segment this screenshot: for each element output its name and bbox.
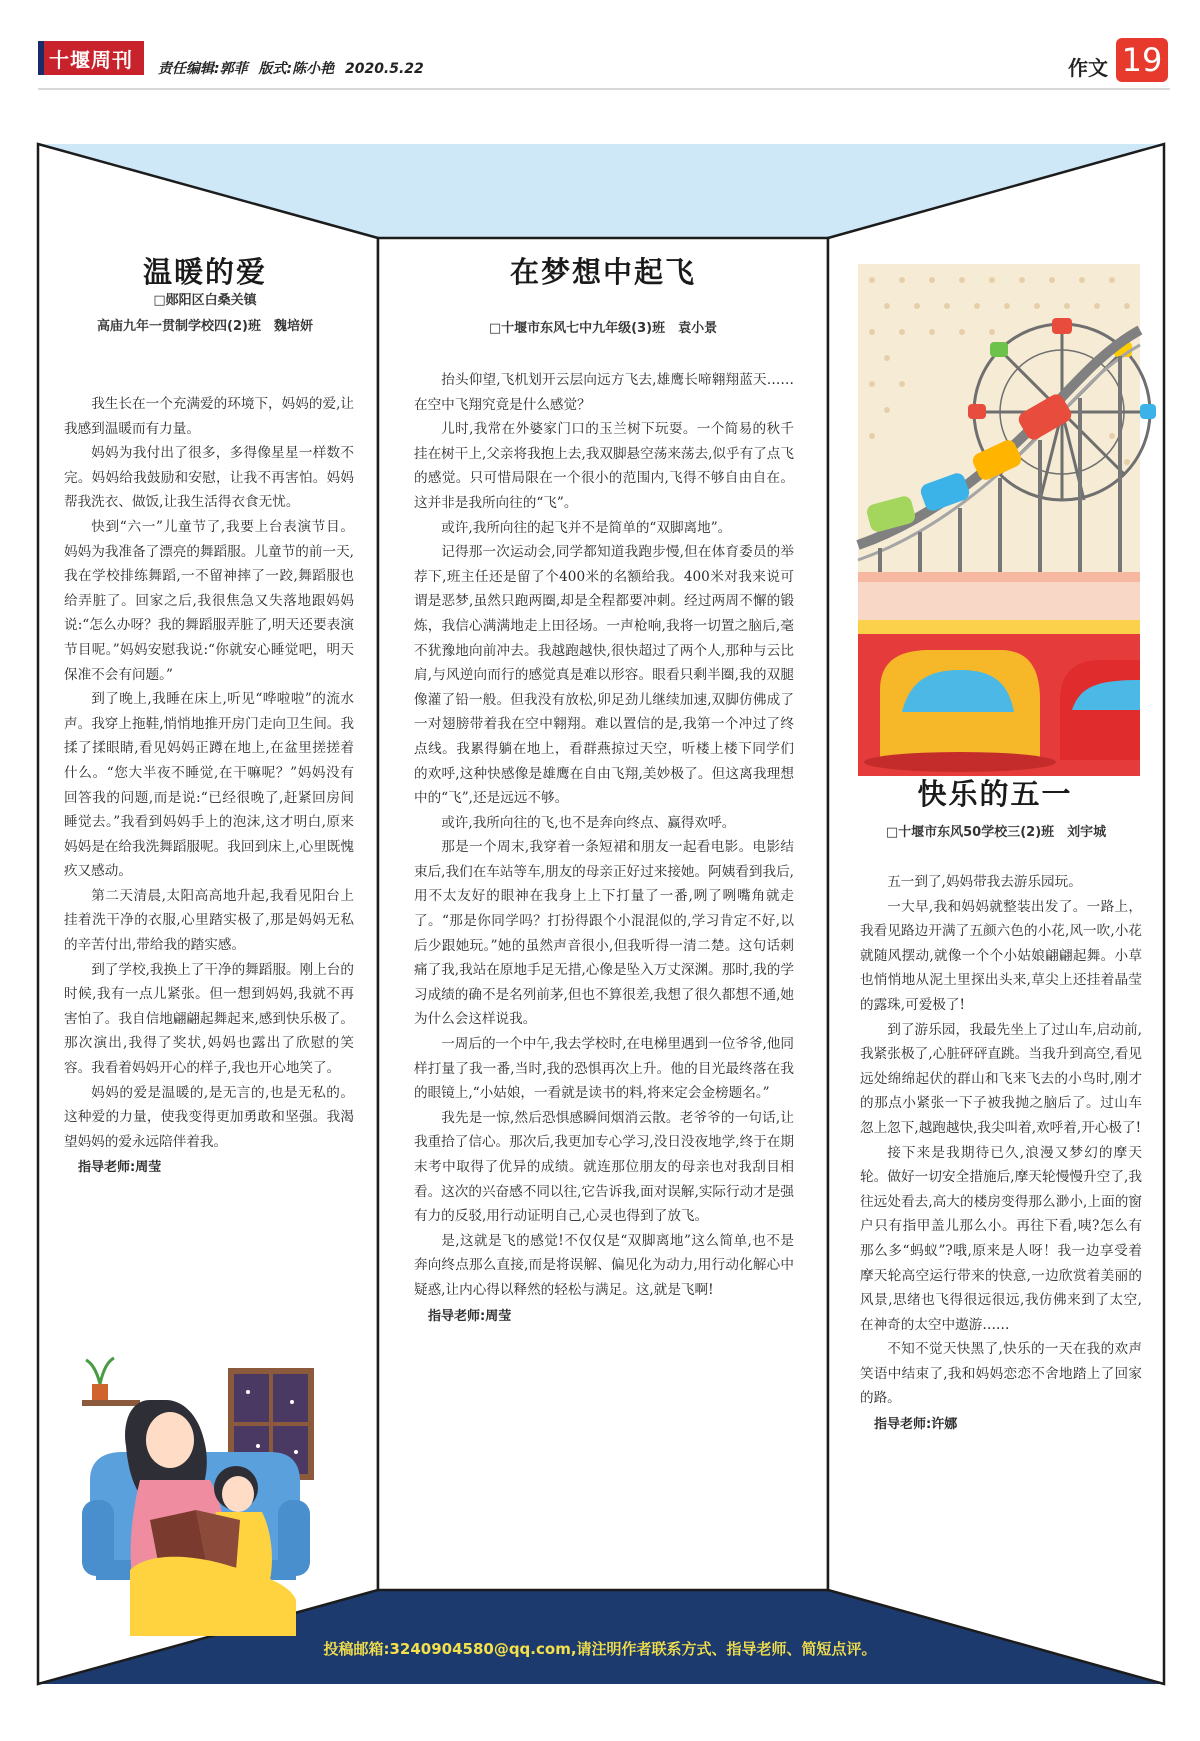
mentor-credit: 指导老师:周莹 xyxy=(428,1308,512,1324)
right-article-byline: □十堰市东风50学校三(2)班 刘宇城 xyxy=(885,825,1107,840)
middle-article-title: 在梦想中起飞 xyxy=(509,255,696,289)
issue-date: 2020.5.22 xyxy=(344,61,424,77)
left-byline-author: 高庙九年一贯制学校四(2)班 魏培妍 xyxy=(97,319,313,334)
paragraph: 妈妈为我付出了很多，多得像星星一样数不完。妈妈给我鼓励和安慰，让我不再害怕。妈妈帮我洗衣、做饭,让我生活得衣食无忧。 xyxy=(64,445,354,511)
paragraph: 第二天清晨,太阳高高地升起,我看见阳台上挂着洗干净的衣服,心里踏实极了,那是妈妈无私的辛苦付出,带给我的踏实感。 xyxy=(64,887,354,954)
paragraph: 五一到了,妈妈带我去游乐园玩。 xyxy=(887,874,1082,890)
paragraph: 到了游乐园，我最先坐上了过山车,启动前,我紧张极了,心脏砰砰直跳。当我升到高空,看见远处绵绵起伏的群山和飞来飞去的小鸟时,刚才的那点小紧张一下子被我抛之脑后了。过山车忽上忽下,越跑越快,我尖叫着,欢呼着,开心极了! xyxy=(860,1021,1142,1136)
left-article-title: 温暖的爱 xyxy=(142,255,267,289)
editor-credit: 责任编辑:郭菲 xyxy=(158,61,248,77)
mentor-credit: 指导老师:周莹 xyxy=(78,1160,162,1176)
bumper-cars xyxy=(864,650,1140,772)
paragraph: 到了学校,我换上了干净的舞蹈服。刚上台的时候,我有一点儿紧张。但一想到妈妈,我就不再害怕了。我自信地翩翩起舞起来,感到快乐极了。那次演出,我得了奖状,妈妈也露出了欣慰的笑容。我看着妈妈开心的样子,我也开心地笑了。 xyxy=(64,961,354,1077)
paragraph: 是,这就是飞的感觉!不仅仅是“双脚离地”这么简单,也不是奔向终点那么直接,而是将误解、偏见化为动力,用行动化解心中疑惑,让内心得以释然的轻松与满足。这,就是飞啊! xyxy=(414,1232,794,1298)
page-number: 19 xyxy=(1116,38,1168,82)
paragraph: 妈妈的爱是温暖的,是无言的,也是无私的。这种爱的力量，使我变得更加勇敢和坚强。我渴望妈妈的爱永远陪伴着我。 xyxy=(64,1084,354,1150)
paragraph: 抬头仰望,飞机划开云层向远方飞去,雄鹰长啼翱翔蓝天……在空中飞翔究竟是什么感觉？ xyxy=(414,372,794,413)
left-article-byline xyxy=(70,288,340,340)
paragraph: 或许,我所向往的起飞并不是简单的“双脚离地”。 xyxy=(441,519,732,536)
paragraph: 那是一个周末,我穿着一条短裙和朋友一起看电影。电影结束后,我们在车站等车,朋友的母亲正好过来接她。阿姨看到我后,用不太友好的眼神在我身上上下打量了一番,咧了咧嘴角就走了。“那是你同学吗？打扮得跟个小混混似的,学习肯定不好,以后少跟她玩。”她的虽然声音很小,但我听得一清二楚。这句话刺痛了我,我站在原地手足无措,心像是坠入万丈深渊。那时,我的学习成绩的确不是名列前茅,但也不算很差,我想了很久都想不通,她为什么会这样说我。 xyxy=(414,839,794,1028)
right-article-body xyxy=(860,870,1142,1438)
paragraph: 记得那一次运动会,同学都知道我跑步慢,但在体育委员的举荐下,班主任还是留了个400米的名额给我。400米对我来说可谓是恶梦,虽然只跑两圈,却是全程都要冲刺。经过两周不懈的锻炼，我信心满满地走上田径场。一声枪响,我将一切置之脑后,毫不犹豫地向前冲去。我越跑越快,很快超过了两个人,那种与云比肩,与风逆向而行的感觉真是难以形容。眼看只剩半圈,我的双腿像灌了铅一般。但我没有放松,卯足劲儿继续加速,双脚仿佛成了一对翅膀带着我在空中翱翔。难以置信的是,我第一个冲过了终点线。我累得躺在地上，看群燕掠过天空，听楼上楼下同学们的欢呼,这种快感像是雄鹰在自由飞翔,美妙极了。但这离我理想中的“飞”,还是远远不够。 xyxy=(414,544,794,807)
paragraph: 接下来是我期待已久,浪漫又梦幻的摩天轮。做好一切安全措施后,摩天轮慢慢升空了,我往远处看去,高大的楼房变得那么渺小,上面的窗户只有指甲盖儿那么小。再往下看,咦?怎么有那么多“蚂蚁”?哦,原来是人呀！我一边享受着摩天轮高空运行带来的快意,一边欣赏着美丽的风景,思绪也飞得很远很远,我仿佛来到了太空,在神奇的太空中遨游…… xyxy=(860,1144,1142,1333)
publication-logo: 十堰周刊 xyxy=(38,41,144,75)
paragraph: 到了晚上,我睡在床上,听见“哗啦啦”的流水声。我穿上拖鞋,悄悄地推开房门走向卫生间。我揉了揉眼睛,看见妈妈正蹲在地上,在盆里搓搓着什么。“您大半夜不睡觉,在干嘛呢？”妈妈没有回答我的问题,而是说:“已经很晚了,赶紧回房间睡觉去。”我看到妈妈手上的泡沫,这才明白,原来妈妈是在给我洗舞蹈服呢。我回到床上,心里既愧疚又感动。 xyxy=(64,691,354,880)
paragraph: 我生长在一个充满爱的环境下，妈妈的爱,让我感到温暖而有力量。 xyxy=(64,396,354,437)
middle-article-body xyxy=(414,368,794,1329)
paragraph: 一周后的一个中午,我去学校时,在电梯里遇到一位爷爷,他同样打量了我一番,当时,我的恐惧再次上升。他的目光最终落在我的眼镜上,“小姑娘，一看就是读书的料,将来定会金榜题名。” xyxy=(414,1036,794,1102)
paragraph: 快到“六一”儿童节了,我要上台表演节目。妈妈为我准备了漂亮的舞蹈服。儿童节的前一天,我在学校排练舞蹈,一不留神摔了一跤,舞蹈服也给弄脏了。回家之后,我很焦急又失落地跟妈妈说:“怎么办呀？我的舞蹈服弄脏了,明天还要表演节目呢。”妈妈安慰我说:“你就安心睡觉吧，明天保准不会有问题。” xyxy=(64,518,354,683)
right-article-title: 快乐的五一 xyxy=(917,777,1073,811)
paragraph: 或许,我所向往的飞,也不是奔向终点、赢得欢呼。 xyxy=(441,814,736,831)
paragraph: 我先是一惊,然后恐惧感瞬间烟消云散。老爷爷的一句话,让我重拾了信心。那次后,我更加专心学习,没日没夜地学,终于在期末考中取得了优异的成绩。就连那位朋友的母亲也对我刮目相看。这次的兴奋感不同以往,它告诉我,面对误解,实际行动才是强有力的反驳,用行动证明自己,心灵也得到了放飞。 xyxy=(414,1109,794,1225)
paragraph: 不知不觉天快黑了,快乐的一天在我的欢声笑语中结束了,我和妈妈恋恋不舍地踏上了回家的路。 xyxy=(860,1341,1142,1407)
section-label: 作文 xyxy=(1068,56,1108,80)
plant-pot xyxy=(92,1384,108,1400)
left-byline-school: □郧阳区白桑关镇 xyxy=(153,293,257,308)
wall-shelf xyxy=(82,1400,140,1406)
amusement-park-illustration xyxy=(858,264,1156,776)
submission-email-notice: 投稿邮箱:3240904580@qq.com,请注明作者联系方式、指导老师、简短点评。 xyxy=(323,1640,877,1658)
paragraph: 一大早,我和妈妈就整装出发了。一路上，我看见路边开满了五颜六色的小花,风一吹,小花就随风摆动,就像一个个小姑娘翩翩起舞。小草也悄悄地从泥土里探出头来,草尖上还挂着晶莹的露珠,可爱极了! xyxy=(860,898,1142,1013)
layout-credit: 版式:陈小艳 xyxy=(258,61,335,77)
left-article-body xyxy=(64,392,354,1181)
middle-article-byline: □十堰市东风七中九年级(3)班 袁小景 xyxy=(488,321,718,336)
paragraph: 儿时,我常在外婆家门口的玉兰树下玩耍。一个简易的秋千挂在树干上,父亲将我抱上去,我双脚悬空荡来荡去,似乎有了点飞的感觉。只可惜局限在一个很小的范围内,飞得不够自由自在。这并非是我所向往的“飞”。 xyxy=(414,421,794,511)
mentor-credit: 指导老师:许娜 xyxy=(874,1417,958,1433)
